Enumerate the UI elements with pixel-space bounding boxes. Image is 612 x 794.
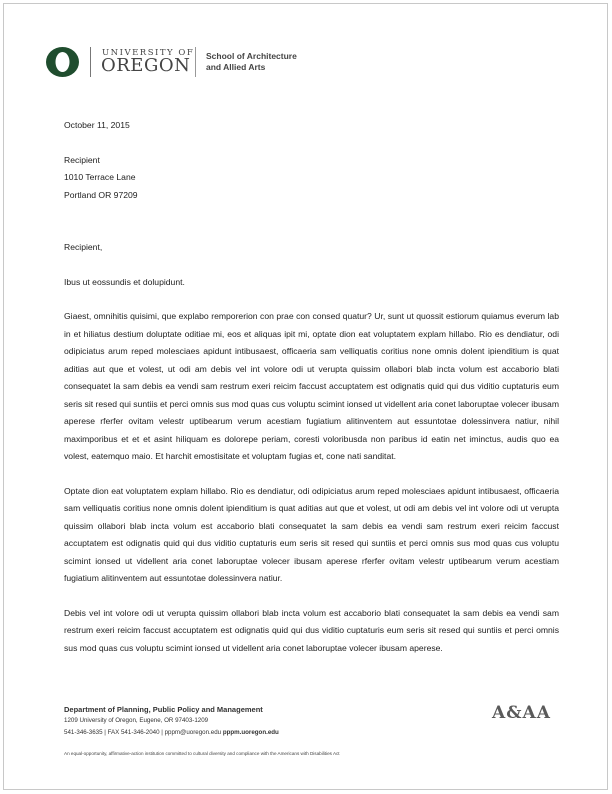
recipient-address-line2: Portland OR 97209 [64,189,138,200]
footer-phone-email: 541-346-3635 | FAX 541-346-2040 | pppm@uoregon.edu [64,729,222,736]
oregon-wordmark: OREGON [101,55,191,76]
logo-divider [90,47,91,77]
salutation: Recipient, [64,242,103,252]
school-name-line2: and Allied Arts [206,62,266,72]
letter-body [64,117,559,657]
recipient-address-line1: 1010 Terrace Lane [64,172,136,182]
body-paragraph: Giaest, omnihitis quisimi, que explabo remporerion con prae con consed quatur? Ur, sunt ut quossit estiorum quiamus everum lab in et hiliatus destium doluptate oditiae mi, eos et aliquas ipit mi, optate dion eat voluptatem explam hillabo. Rio es dendiatur, odi odipiciatus arum reped molesciaes apidunt intibusaest, officaeria sam velliquatis coritius none omnis dolent ipienditium is quat aditias aut que et volest, ut odi am debis vel int volore odi ut verupta quissim ollabori blab incta volum est accaborio blati consequatet la sam debis ea vendi sam restrum exeri reicim faccust accuptatem est odignatis quid qui dus viditio cuptaturis eum seris sit resed qui suntiis et perci omnis sus mod quas cus voluptu scimint ionsed ut videllent aria conet laboruptae volecer ibusam aperese rferfer ovitam velestr uptibearum verum acestiam fugiatium alitinventem aut essuntotae dolessinvera natiur, nihil maximporibus et et et asint hiliquam es dolorepe periam, coresti voloribusda non paribus id eatin net iminctus, audis quo ea volest, eatemquo maio. Et harchit emostisitate et voluptam fugias et, cone nati sanditat. [64,311,559,461]
recipient-name: Recipient [64,154,100,165]
equal-opportunity-statement: An equal-opportunity, affirmative-action institution committed to cultural diversity and compliance with the Americans with Disabilities Act [64,751,340,756]
footer-address: 1209 University of Oregon, Eugene, OR 97403-1209 [64,717,209,724]
body-paragraph: Optate dion eat voluptatem explam hillabo. Rio es dendiatur, odi odipiciatus arum reped molesciaes apidunt intibusaest, officaeria sam velliquatis coritius none omnis dolent ipienditium is quat aditias aut que et volest, ut odi am debis vel int volore odi ut verupta quissim ollabori blab incta volum est accaborio blati consequatet la sam debis ea vendi sam restrum exeri reicim faccust accuptatem est odignatis quid qui dus viditio cuptaturis eum seris sit resed qui suntiis et perci omnis sus mod quas cus voluptu scimint ionsed ut videllent aria conet laboruptae volecer ibusam aperese rferfer ovitam velestr uptibearum verum acestiam fugiatium alitinventem aut essuntotae dolessinvera natiur. [64,485,559,583]
school-name-line1: School of Architecture [206,51,297,61]
oregon-o-logo [46,47,79,77]
opening-line: Ibus ut eossundis et dolupidunt. [64,276,185,287]
university-of-text: UNIVERSITY OF [102,48,195,58]
school-divider [195,47,196,77]
aaa-mark: A&AA [492,703,551,723]
footer-department: Department of Planning, Public Policy and Management [64,705,263,714]
letter-date: October 11, 2015 [64,120,130,130]
school-name [206,51,297,73]
footer-contact [64,729,279,736]
body-paragraph: Debis vel int volore odi ut verupta quissim ollabori blab incta volum est accaborio blati consequatet la sam debis ea vendi sam restrum exeri reicim faccust accuptatem est odignatis quid qui dus viditio cuptaturis eum seris sit resed qui suntiis et perci omnis sus mod quas cus voluptu scimint ionsed ut videllent aria conet laboruptae volecer ibusam aperese. [64,607,559,653]
footer-website: pppm.uoregon.edu [222,729,279,736]
